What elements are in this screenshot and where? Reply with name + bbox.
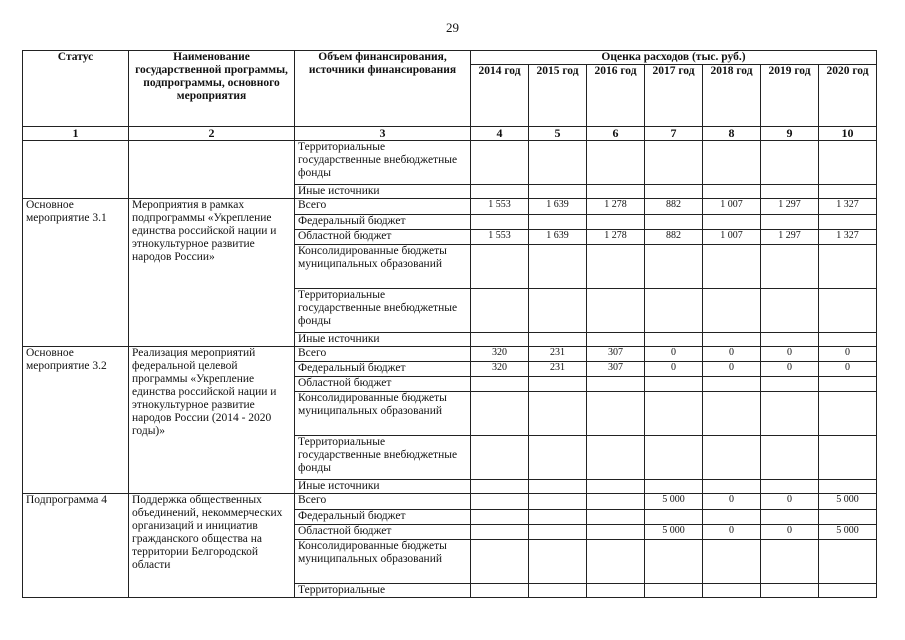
- value-cell: [645, 436, 703, 480]
- page-number: 29: [446, 20, 459, 35]
- value-cell: [645, 141, 703, 185]
- value-cell: [529, 392, 587, 436]
- value-cell: [529, 436, 587, 480]
- value-cell: 5 000: [645, 494, 703, 510]
- value-cell: [761, 392, 819, 436]
- value-cell: [761, 215, 819, 230]
- value-cell: [529, 245, 587, 289]
- value-cell: [587, 480, 645, 494]
- funding-source: Иные источники: [295, 480, 471, 494]
- value-cell: [703, 480, 761, 494]
- column-number: 1: [23, 127, 129, 141]
- name-cell: [129, 141, 295, 199]
- value-cell: 882: [645, 230, 703, 245]
- funding-source: Областной бюджет: [295, 377, 471, 392]
- value-cell: 0: [761, 362, 819, 377]
- value-cell: [471, 540, 529, 584]
- value-cell: [471, 185, 529, 199]
- column-number: 4: [471, 127, 529, 141]
- value-cell: [529, 540, 587, 584]
- value-cell: 0: [703, 525, 761, 540]
- value-cell: [645, 480, 703, 494]
- value-cell: [471, 141, 529, 185]
- value-cell: 1 297: [761, 199, 819, 215]
- funding-source: Территориальные: [295, 584, 471, 598]
- value-cell: [587, 494, 645, 510]
- value-cell: [587, 510, 645, 525]
- value-cell: [645, 185, 703, 199]
- value-cell: 0: [761, 494, 819, 510]
- header-funding: Объем финансирования, источники финансирования: [295, 51, 471, 127]
- header-year: 2017 год: [645, 65, 703, 127]
- name-cell: Поддержка общественных объединений, некоммерческих организаций и инициатив гражданского общества на территории Белгородской области: [129, 494, 295, 598]
- funding-source: Всего: [295, 199, 471, 215]
- value-cell: [819, 289, 877, 333]
- value-cell: 231: [529, 362, 587, 377]
- header-year: 2015 год: [529, 65, 587, 127]
- funding-source: Территориальные государственные внебюджетные фонды: [295, 436, 471, 480]
- value-cell: [471, 584, 529, 598]
- value-cell: 320: [471, 347, 529, 362]
- status-cell: [23, 141, 129, 199]
- value-cell: [645, 392, 703, 436]
- header-costs: Оценка расходов (тыс. руб.): [471, 51, 877, 65]
- value-cell: [703, 215, 761, 230]
- column-number: 2: [129, 127, 295, 141]
- header-year: 2018 год: [703, 65, 761, 127]
- value-cell: [529, 215, 587, 230]
- value-cell: [761, 333, 819, 347]
- funding-source: Федеральный бюджет: [295, 362, 471, 377]
- header-year: 2019 год: [761, 65, 819, 127]
- value-cell: [761, 436, 819, 480]
- value-cell: [761, 185, 819, 199]
- value-cell: [645, 377, 703, 392]
- header-year: 2014 год: [471, 65, 529, 127]
- value-cell: 1 278: [587, 199, 645, 215]
- funding-source: Территориальные государственные внебюджетные фонды: [295, 141, 471, 185]
- value-cell: [471, 510, 529, 525]
- value-cell: [703, 141, 761, 185]
- value-cell: [819, 480, 877, 494]
- value-cell: [819, 245, 877, 289]
- value-cell: 1 639: [529, 230, 587, 245]
- value-cell: [645, 333, 703, 347]
- value-cell: [703, 540, 761, 584]
- value-cell: [645, 215, 703, 230]
- table-row: [23, 347, 877, 362]
- value-cell: [761, 141, 819, 185]
- column-number: 7: [645, 127, 703, 141]
- funding-source: Иные источники: [295, 185, 471, 199]
- value-cell: [819, 185, 877, 199]
- value-cell: [645, 540, 703, 584]
- value-cell: [529, 289, 587, 333]
- value-cell: 882: [645, 199, 703, 215]
- value-cell: [587, 584, 645, 598]
- funding-source: Иные источники: [295, 333, 471, 347]
- value-cell: [761, 510, 819, 525]
- status-cell: Основное мероприятие 3.1: [23, 199, 129, 347]
- value-cell: [703, 333, 761, 347]
- value-cell: 0: [819, 347, 877, 362]
- value-cell: [703, 377, 761, 392]
- value-cell: [471, 377, 529, 392]
- value-cell: [819, 377, 877, 392]
- value-cell: 5 000: [645, 525, 703, 540]
- value-cell: [529, 494, 587, 510]
- column-number: 6: [587, 127, 645, 141]
- value-cell: [703, 584, 761, 598]
- header-year: 2016 год: [587, 65, 645, 127]
- value-cell: [761, 245, 819, 289]
- value-cell: [587, 245, 645, 289]
- value-cell: [703, 289, 761, 333]
- value-cell: 5 000: [819, 494, 877, 510]
- value-cell: [471, 436, 529, 480]
- value-cell: 1 297: [761, 230, 819, 245]
- value-cell: 1 639: [529, 199, 587, 215]
- value-cell: [529, 141, 587, 185]
- table-row: [23, 199, 877, 215]
- table-row: [23, 141, 877, 185]
- value-cell: [471, 245, 529, 289]
- value-cell: [703, 185, 761, 199]
- header-status: Статус: [23, 51, 129, 127]
- value-cell: [761, 540, 819, 584]
- value-cell: [819, 436, 877, 480]
- value-cell: 1 553: [471, 230, 529, 245]
- value-cell: 1 278: [587, 230, 645, 245]
- header-year: 2020 год: [819, 65, 877, 127]
- value-cell: [587, 377, 645, 392]
- value-cell: 1 327: [819, 199, 877, 215]
- value-cell: [819, 510, 877, 525]
- value-cell: [587, 333, 645, 347]
- funding-source: Всего: [295, 347, 471, 362]
- value-cell: 0: [761, 525, 819, 540]
- value-cell: [529, 333, 587, 347]
- value-cell: 320: [471, 362, 529, 377]
- value-cell: [819, 141, 877, 185]
- column-numbers-row: [23, 127, 877, 141]
- value-cell: [529, 185, 587, 199]
- value-cell: [471, 480, 529, 494]
- value-cell: [587, 141, 645, 185]
- value-cell: [529, 480, 587, 494]
- value-cell: 5 000: [819, 525, 877, 540]
- value-cell: 1 553: [471, 199, 529, 215]
- name-cell: Мероприятия в рамках подпрограммы «Укрепление единства российской нации и этнокультурное развитие народов России»: [129, 199, 295, 347]
- value-cell: [587, 392, 645, 436]
- funding-source: Консолидированные бюджеты муниципальных образований: [295, 392, 471, 436]
- funding-source: Всего: [295, 494, 471, 510]
- value-cell: 231: [529, 347, 587, 362]
- budget-table: [22, 50, 877, 598]
- value-cell: 0: [761, 347, 819, 362]
- value-cell: [529, 584, 587, 598]
- status-cell: Основное мероприятие 3.2: [23, 347, 129, 494]
- header-name: Наименование государственной программы, подпрограммы, основного мероприятия: [129, 51, 295, 127]
- value-cell: [761, 480, 819, 494]
- value-cell: [761, 377, 819, 392]
- value-cell: 0: [819, 362, 877, 377]
- value-cell: [703, 436, 761, 480]
- value-cell: [761, 584, 819, 598]
- value-cell: [587, 540, 645, 584]
- value-cell: [645, 584, 703, 598]
- value-cell: [819, 333, 877, 347]
- value-cell: 0: [703, 494, 761, 510]
- column-number: 8: [703, 127, 761, 141]
- value-cell: [819, 584, 877, 598]
- funding-source: Областной бюджет: [295, 230, 471, 245]
- name-cell: Реализация мероприятий федеральной целевой программы «Укрепление единства российской нации и этнокультурное развитие народов России (2014 - 2020 годы)»: [129, 347, 295, 494]
- value-cell: [471, 525, 529, 540]
- funding-source: Областной бюджет: [295, 525, 471, 540]
- funding-source: Территориальные государственные внебюджетные фонды: [295, 289, 471, 333]
- value-cell: [819, 392, 877, 436]
- value-cell: [471, 494, 529, 510]
- table-row: [23, 494, 877, 510]
- value-cell: [587, 525, 645, 540]
- header-row: [23, 51, 877, 65]
- value-cell: 0: [645, 362, 703, 377]
- value-cell: [703, 392, 761, 436]
- column-number: 9: [761, 127, 819, 141]
- value-cell: [471, 289, 529, 333]
- value-cell: 307: [587, 362, 645, 377]
- funding-source: Консолидированные бюджеты муниципальных образований: [295, 540, 471, 584]
- value-cell: [587, 436, 645, 480]
- value-cell: [587, 289, 645, 333]
- value-cell: [645, 289, 703, 333]
- value-cell: [703, 510, 761, 525]
- funding-source: Консолидированные бюджеты муниципальных образований: [295, 245, 471, 289]
- value-cell: 0: [645, 347, 703, 362]
- value-cell: [529, 525, 587, 540]
- value-cell: 1 007: [703, 199, 761, 215]
- value-cell: [761, 289, 819, 333]
- funding-source: Федеральный бюджет: [295, 215, 471, 230]
- value-cell: [587, 185, 645, 199]
- value-cell: [471, 392, 529, 436]
- value-cell: 0: [703, 347, 761, 362]
- value-cell: 1 327: [819, 230, 877, 245]
- value-cell: [471, 333, 529, 347]
- value-cell: [645, 510, 703, 525]
- value-cell: [819, 215, 877, 230]
- funding-source: Федеральный бюджет: [295, 510, 471, 525]
- value-cell: 307: [587, 347, 645, 362]
- value-cell: [529, 377, 587, 392]
- column-number: 10: [819, 127, 877, 141]
- value-cell: [587, 215, 645, 230]
- value-cell: [819, 540, 877, 584]
- value-cell: 0: [703, 362, 761, 377]
- value-cell: [703, 245, 761, 289]
- value-cell: [645, 245, 703, 289]
- column-number: 5: [529, 127, 587, 141]
- value-cell: [471, 215, 529, 230]
- column-number: 3: [295, 127, 471, 141]
- value-cell: [529, 510, 587, 525]
- value-cell: 1 007: [703, 230, 761, 245]
- status-cell: Подпрограмма 4: [23, 494, 129, 598]
